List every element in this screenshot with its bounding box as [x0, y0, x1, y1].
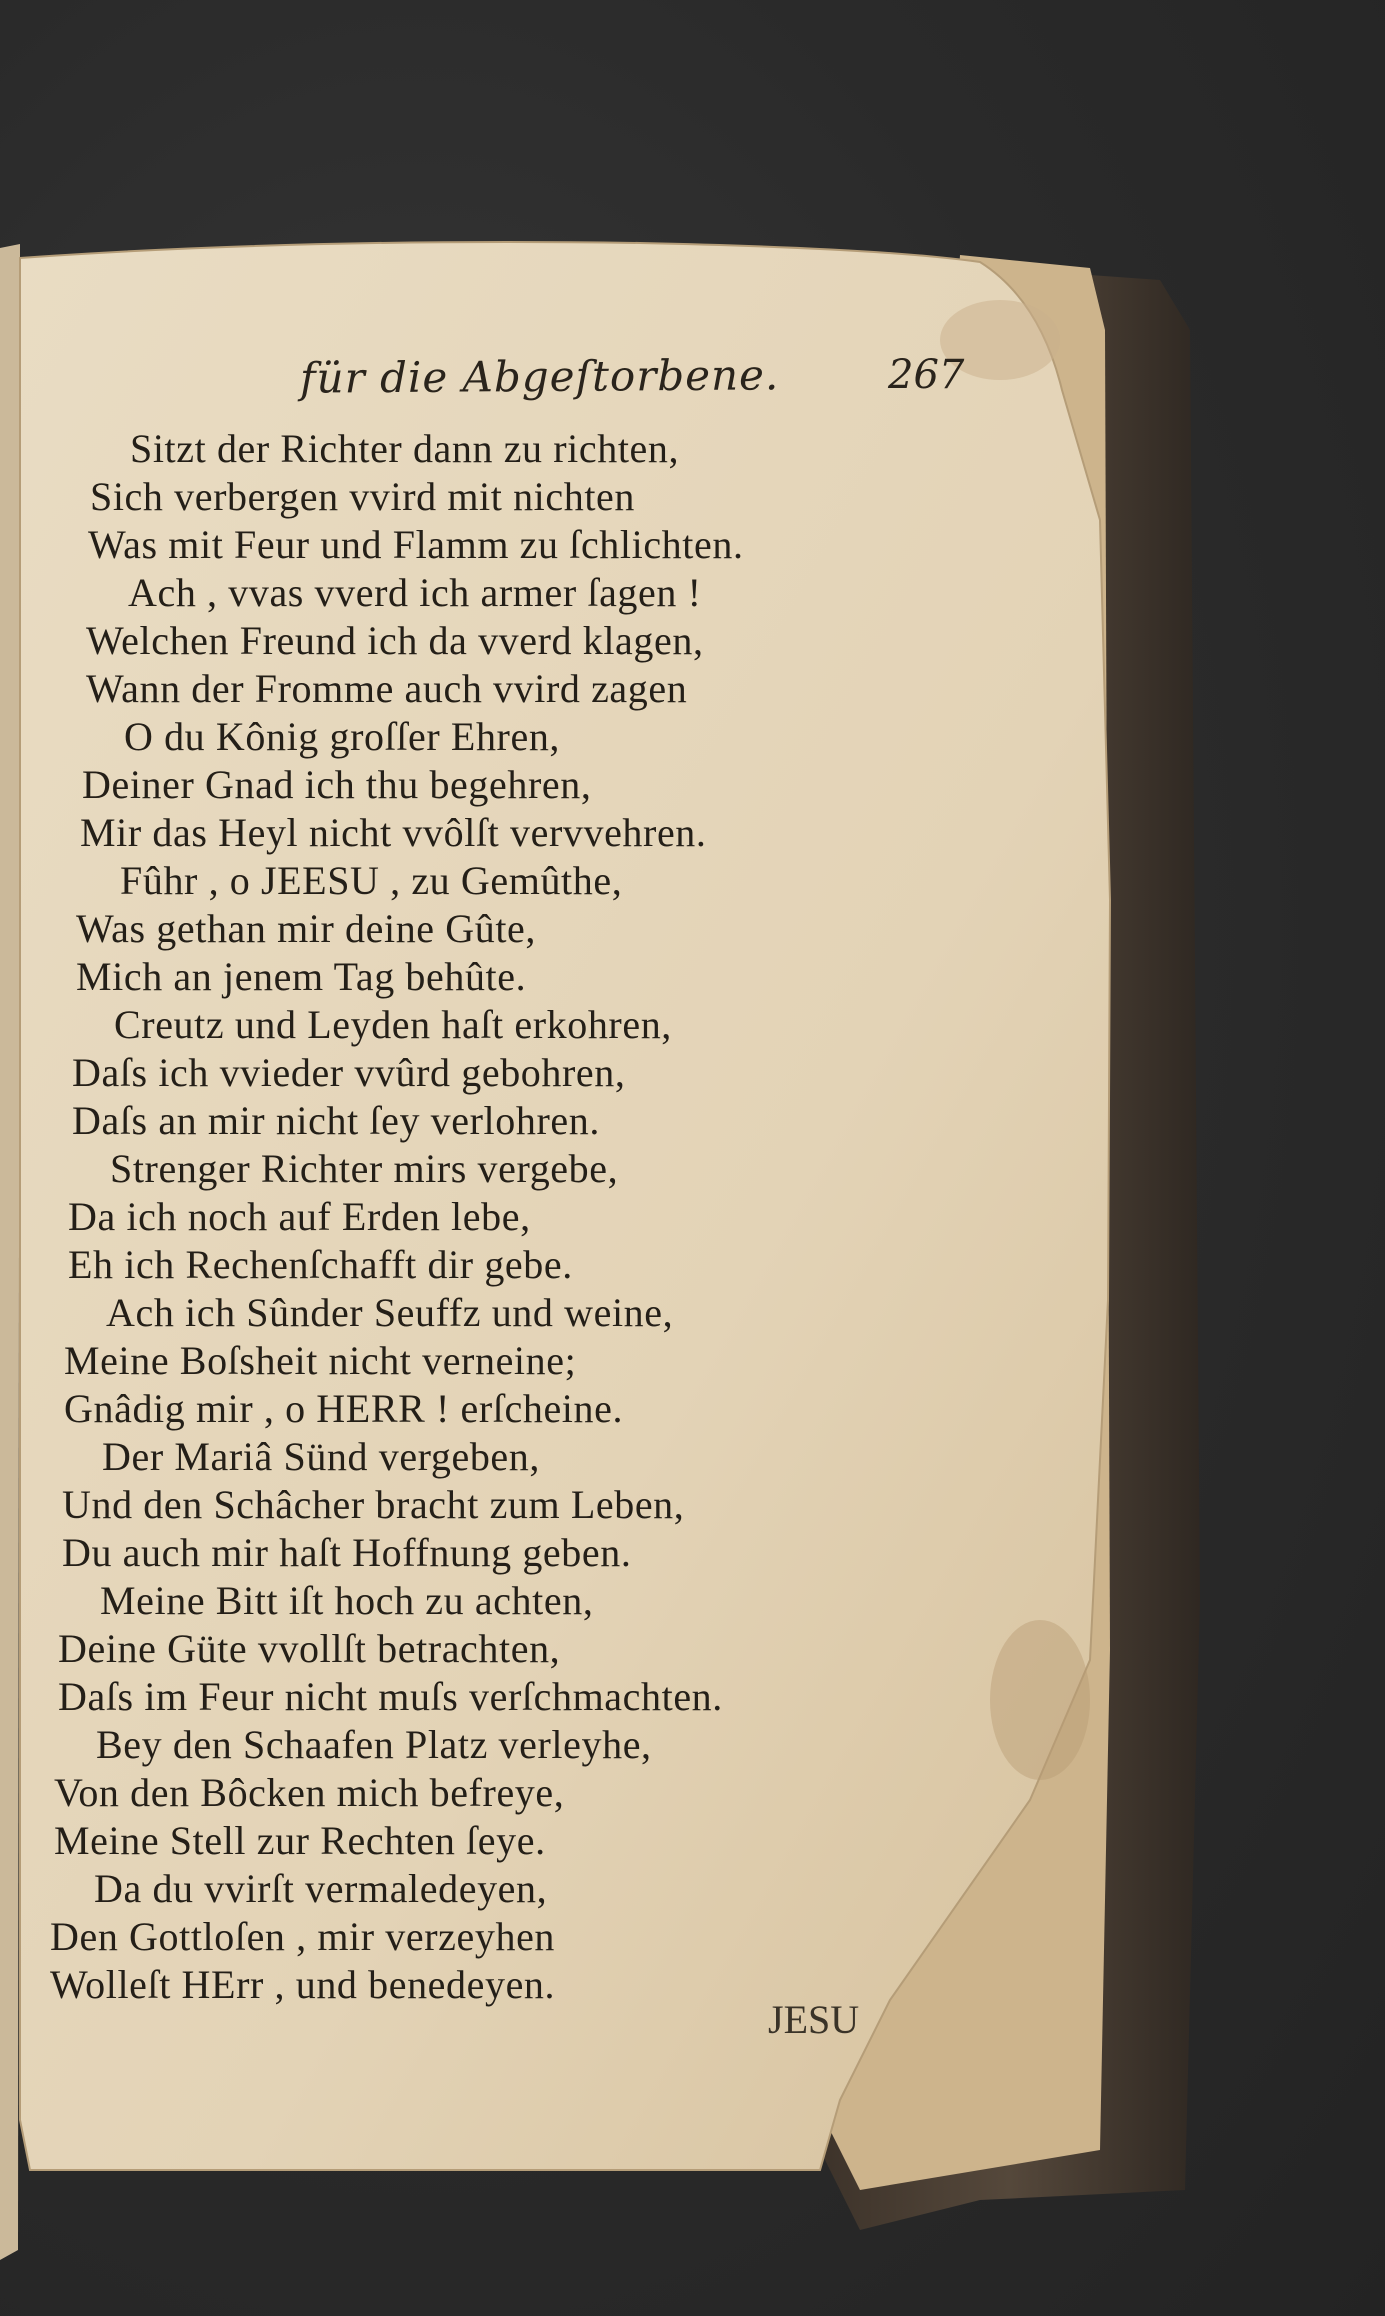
verse-line: Sitzt der Richter dann zu richten,: [130, 426, 680, 471]
verse-line: Eh ich Rechenſchafft dir gebe.: [68, 1242, 573, 1287]
verse-line: Deine Güte vvollſt betrachten,: [58, 1626, 561, 1671]
verse-line: O du Kônig groſſer Ehren,: [124, 714, 561, 759]
verse-line: Deiner Gnad ich thu begehren,: [82, 762, 592, 807]
verse-line: Welchen Freund ich da vverd klagen,: [86, 618, 704, 663]
verse-line: Wann der Fromme auch vvird zagen: [86, 666, 688, 711]
verse-line: Strenger Richter mirs vergebe,: [110, 1146, 619, 1191]
verse-line: Creutz und Leyden haſt erkohren,: [114, 1002, 672, 1047]
page-number: 267: [888, 352, 965, 398]
verse-line: Gnâdig mir , o HERR ! erſcheine.: [64, 1386, 624, 1431]
verse-line: Du auch mir haſt Hoffnung geben.: [62, 1530, 632, 1575]
verse-line: Meine Bitt iſt hoch zu achten,: [100, 1578, 594, 1623]
verse-line: Meine Stell zur Rechten ſeye.: [54, 1818, 546, 1863]
verse-line: Von den Bôcken mich befreye,: [54, 1770, 565, 1815]
running-header: für die Abgeſtorbene.: [299, 350, 780, 403]
verse-line: Daſs ich vvieder vvûrd gebohren,: [72, 1050, 626, 1095]
verse-line: Was gethan mir deine Gûte,: [76, 906, 537, 951]
verse-line: Da du vvirſt vermaledeyen,: [94, 1866, 548, 1911]
verse-line: Was mit Feur und Flamm zu ſchlichten.: [88, 522, 744, 567]
verse-line: Den Gottloſen , mir verzeyhen: [50, 1914, 556, 1959]
verse-line: Sich verbergen vvird mit nichten: [90, 474, 636, 519]
verse-line: Daſs an mir nicht ſey verlohren.: [72, 1098, 600, 1143]
verse-line: Mich an jenem Tag behûte.: [76, 954, 527, 999]
verse-line: Fûhr , o JEESU , zu Gemûthe,: [120, 858, 623, 903]
verse-line: Und den Schâcher bracht zum Leben,: [62, 1482, 685, 1527]
verse-line: Bey den Schaafen Platz verleyhe,: [96, 1722, 652, 1767]
verse-line: Wolleſt HErr , und benedeyen.: [50, 1962, 556, 2007]
verse-line: Der Mariâ Sünd vergeben,: [102, 1434, 540, 1479]
verse-line: Ach , vvas vverd ich armer ſagen !: [128, 570, 702, 615]
verse-line: Meine Boſsheit nicht verneine;: [64, 1338, 577, 1383]
verse-line: Da ich noch auf Erden lebe,: [68, 1194, 531, 1239]
verse-line: Ach ich Sûnder Seuffz und weine,: [106, 1290, 674, 1335]
verse-line: Mir das Heyl nicht vvôlſt vervvehren.: [80, 810, 707, 855]
verse-line: Daſs im Feur nicht muſs verſchmachten.: [58, 1674, 723, 1719]
catchword: JESU: [768, 1997, 860, 2042]
